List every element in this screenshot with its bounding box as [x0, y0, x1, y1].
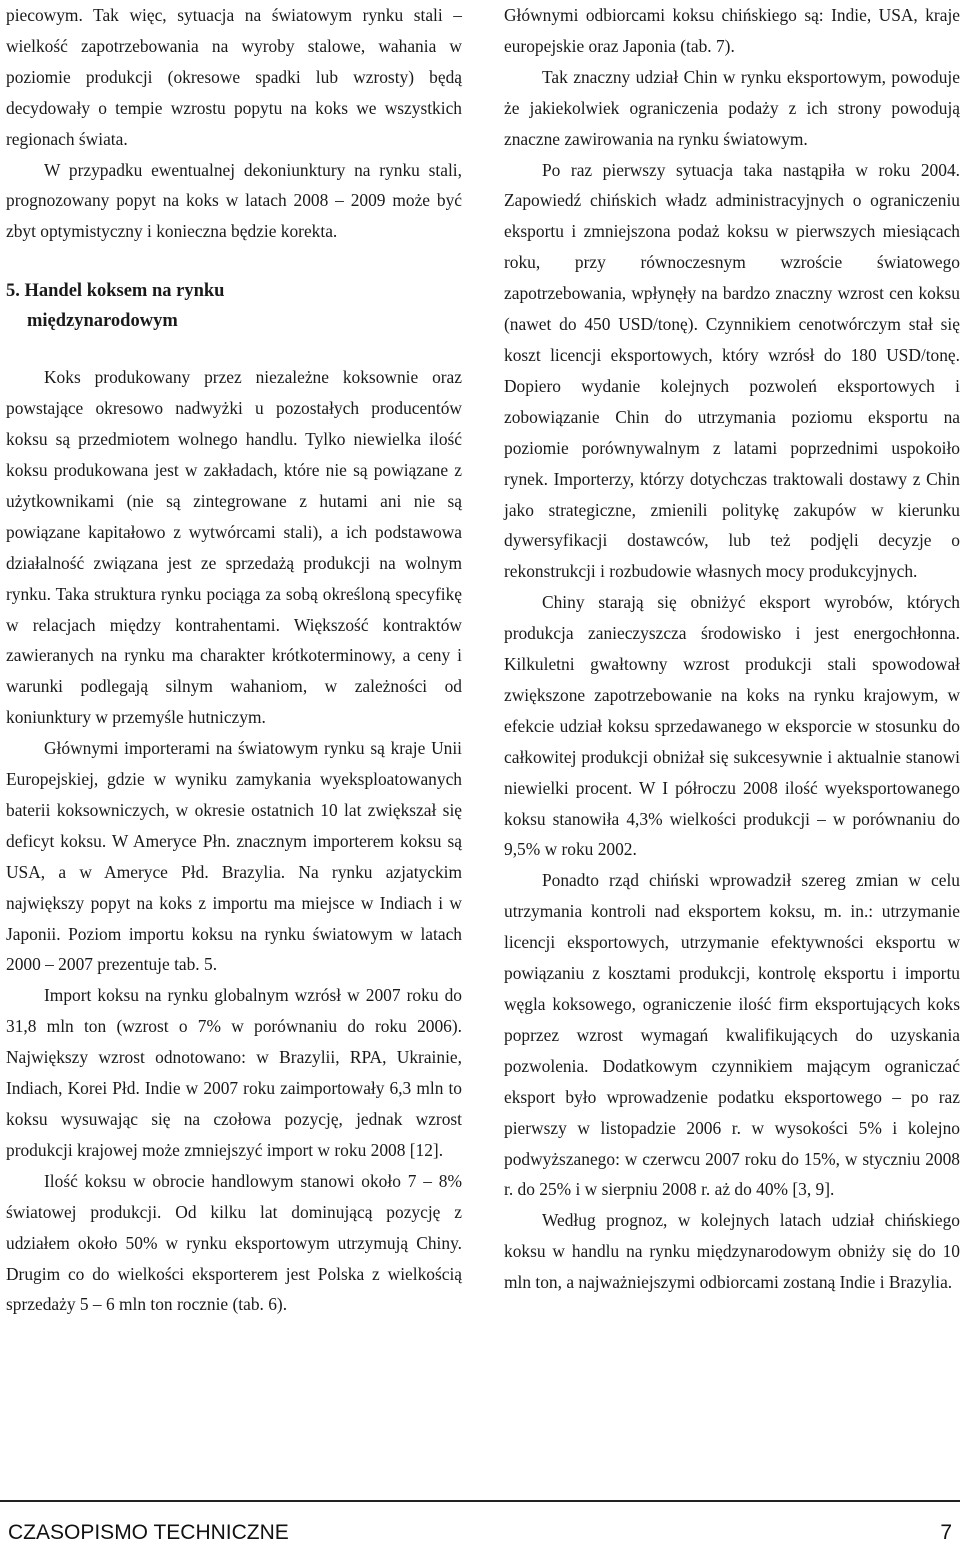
paragraph-continued: piecowym. Tak więc, sytuacja na światowym rynku stali – wielkość zapotrzebowania na wyroby stalowe, wahania w poziomie produkcji (okresowe spadki lub wzrosty) będą decydowały o tempie wzrostu popytu na koks we wszystkich regionach świata.	[6, 5, 462, 149]
paragraph-china-share: Tak znaczny udział Chin w rynku eksportowym, powoduje że jakiekolwiek ograniczenia podaży z ich strony powodują znaczne zawirowania na rynku światowym.	[504, 66, 960, 149]
section-heading	[6, 276, 462, 336]
paragraph-reduce-export: Chiny starają się obniżyć eksport wyrobów, których produkcja zanieczyszcza środowisko i jest energochłonna. Kilkuletni gwałtowny wzrost produkcji stali spowodował zwiększone zapotrzebowanie na koks na rynku krajowym, w efekcie udział koksu sprzedawanego w eksporcie w stosunku do całkowitej produkcji obniżał się sukcesywnie i aktualnie stanowi niewielki procent. W I półroczu 2008 ilość wyeksportowanego koksu stanowiła 4,3% wielkości produkcji – w porównaniu do 9,5% w roku 2002.	[504, 592, 960, 860]
left-column	[6, 0, 462, 1320]
paragraph-forecast: W przypadku ewentualnej dekoniunktury na rynku stali, prognozowany popyt na koks w latach 2008 – 2009 może być zbyt optymistyczny i konieczna będzie korekta.	[6, 159, 462, 242]
section-heading-line2: międzynarodowym	[27, 311, 178, 332]
page-number: 7	[940, 1521, 952, 1544]
journal-title: CZASOPISMO TECHNICZNE	[8, 1521, 289, 1544]
paragraph-forecasts: Według prognoz, w kolejnych latach udział chińskiego koksu w handlu na rynku międzynarodowym obniży się do 10 mln ton, a najważniejszymi odbiorcami zostaną Indie i Brazylia.	[504, 1210, 960, 1293]
paragraph-trade-volume: Ilość koksu w obrocie handlowym stanowi około 7 – 8% światowej produkcji. Od kilku lat dominującą pozycję z udziałem około 50% w rynku eksportowym utrzymują Chiny. Drugim co do wielkości eksporterem jest Polska z wielkością sprzedaży 5 – 6 mln ton rocznie (tab. 6).	[6, 1170, 462, 1315]
paragraph-recipients: Głównymi odbiorcami koksu chińskiego są: Indie, USA, kraje europejskie oraz Japonia (tab. 7).	[504, 5, 960, 56]
footer-rule	[0, 1500, 960, 1502]
paragraph-importers: Głównymi importerami na światowym rynku są kraje Unii Europejskiej, gdzie w wyniku zamykania wyeksploatowanych baterii koksowniczych, w okresie ostatnich 10 lat zwiększał się deficyt koksu. W Ameryce Płn. znacznym importerem koksu są USA, a w Ameryce Płd. Brazylia. Na rynku azjatyckim największy popyt na koks z importu ma miejsce w Indiach i w Japonii. Poziom importu koksu na rynku światowym w latach 2000 – 2007 prezentuje tab. 5.	[6, 738, 462, 975]
section-heading-line1: 5. Handel koksem na rynku	[6, 281, 225, 302]
paragraph-import-growth: Import koksu na rynku globalnym wzrósł w 2007 roku do 31,8 mln ton (wzrost o 7% w porównaniu do roku 2006). Największy wzrost odnotowano: w Brazylii, RPA, Ukrainie, Indiach, Korei Płd. Indie w 2007 roku zaimportowały 6,3 mln to koksu wysuwając się na czołowa pozycję, jednak wzrost produkcji krajowej może zmniejszyć import w roku 2008 [12].	[6, 985, 462, 1160]
right-column	[504, 0, 960, 1298]
paragraph-regulations: Ponadto rząd chiński wprowadził szereg zmian w celu utrzymania kontroli nad eksportem koksu, m. in.: utrzymanie licencji eksportowych, utrzymanie efektywności eksportu w powiązaniu z kosztami produkcji, kontrolę eksportu i importu węgla koksowego, ograniczenie ilość firm eksportujących koks poprzez wzrost wymagań kwalifikujących do uzyskania pozwolenia. Dodatkowym czynnikiem mającym ograniczać eksport było wprowadzenie podatku eksportowego – po raz pierwszy w listopadzie 2006 r. w wysokości 5% i kolejno podwyższanego: w czerwcu 2007 roku do 15%, w styczniu 2008 r. do 25% i w sierpniu 2008 r. aż do 40% [3, 9].	[504, 870, 960, 1200]
paragraph-market: Koks produkowany przez niezależne koksownie oraz powstające okresowo nadwyżki u pozostałych producentów koksu są przedmiotem wolnego handlu. Tylko niewielka ilość koksu produkowana jest w zakładach, które nie są powiązane z użytkownikami (nie są zintegrowane z hutami ani nie są powiązane kapitałowo z wytwórcami stali), a ich podstawowa działalność związana jest ze sprzedażą produkcji na wolnym rynku. Taka struktura rynku pociąga za sobą określoną specyfikę w relacjach między kontrahentami. Większość kontraktów zawieranych na rynku ma charakter krótkoterminowy, a ceny i warunki podlegają silnym wahaniom, w zależności od koniunktury w przemyśle hutniczym.	[6, 367, 462, 728]
paragraph-first-time: Po raz pierwszy sytuacja taka nastąpiła w roku 2004. Zapowiedź chińskich władz administracyjnych o ograniczeniu eksportu i zmniejszona podaż koksu w pierwszych miesiącach roku, przy równoczesnym wzroście światowego zapotrzebowania, wpłynęły na bardzo znaczny wzrost cen koksu (nawet do 450 USD/tonę). Czynnikiem cenotwórczym stał się koszt licencji eksportowych, który wzrósł do 180 USD/tonę. Dopiero wydanie kolejnych pozwoleń eksportowych i zobowiązanie Chin do utrzymania poziomu eksportu na poziomie porównywalnym z latami poprzednimi uspokoiło rynek. Importerzy, którzy dotychczas traktowali dostawy z Chin jako strategiczne, zmienili politykę zakupów w kierunku dywersyfikacji dostawców, lub też podjęli decyzje o rekonstrukcji i rozbudowie własnych mocy produkcyjnych.	[504, 159, 960, 582]
